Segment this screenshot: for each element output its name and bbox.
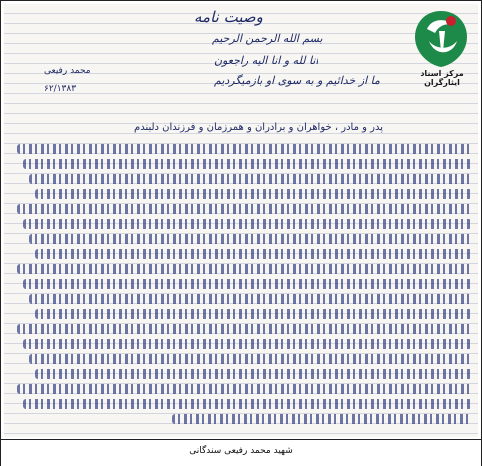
motto-line: ما از خدائیم و به سوی او بازمیگردیم (214, 74, 380, 87)
handwritten-line (172, 414, 472, 424)
handwritten-line (23, 399, 472, 409)
verse-line: انا لله و انا الیه راجعون (214, 54, 319, 67)
will-title: وصیت نامه (194, 8, 263, 26)
handwritten-line (29, 294, 472, 304)
handwritten-line (17, 264, 472, 274)
handwritten-line (23, 159, 472, 169)
handwritten-line (17, 324, 472, 334)
handwritten-line (23, 279, 472, 289)
handwritten-line (17, 384, 472, 394)
handwritten-line (17, 144, 472, 154)
handwritten-line (23, 339, 472, 349)
date-line: ۶۲/۱۳۸۳ (44, 84, 77, 94)
handwritten-line (17, 204, 472, 214)
image-caption: شهید محمد رفیعی سندگانی (189, 446, 293, 456)
handwritten-line (35, 309, 472, 319)
handwritten-line (35, 249, 472, 259)
basmala: بسم الله الرحمن الرحیم (212, 32, 323, 45)
handwritten-line (35, 189, 472, 199)
handwritten-line (29, 354, 472, 364)
handwritten-line (23, 219, 472, 229)
logo-caption: مرکز اسناد ایثارگران (420, 69, 464, 87)
handwritten-line (29, 234, 472, 244)
caption-bar (1, 439, 481, 466)
handwritten-line (29, 174, 472, 184)
salutation-line: پدر و مادر ، خواهران و برادران و همرزمان و فرزندان دلبندم (134, 122, 383, 133)
author-name: محمد رفیعی (44, 66, 91, 76)
handwritten-line (35, 369, 472, 379)
